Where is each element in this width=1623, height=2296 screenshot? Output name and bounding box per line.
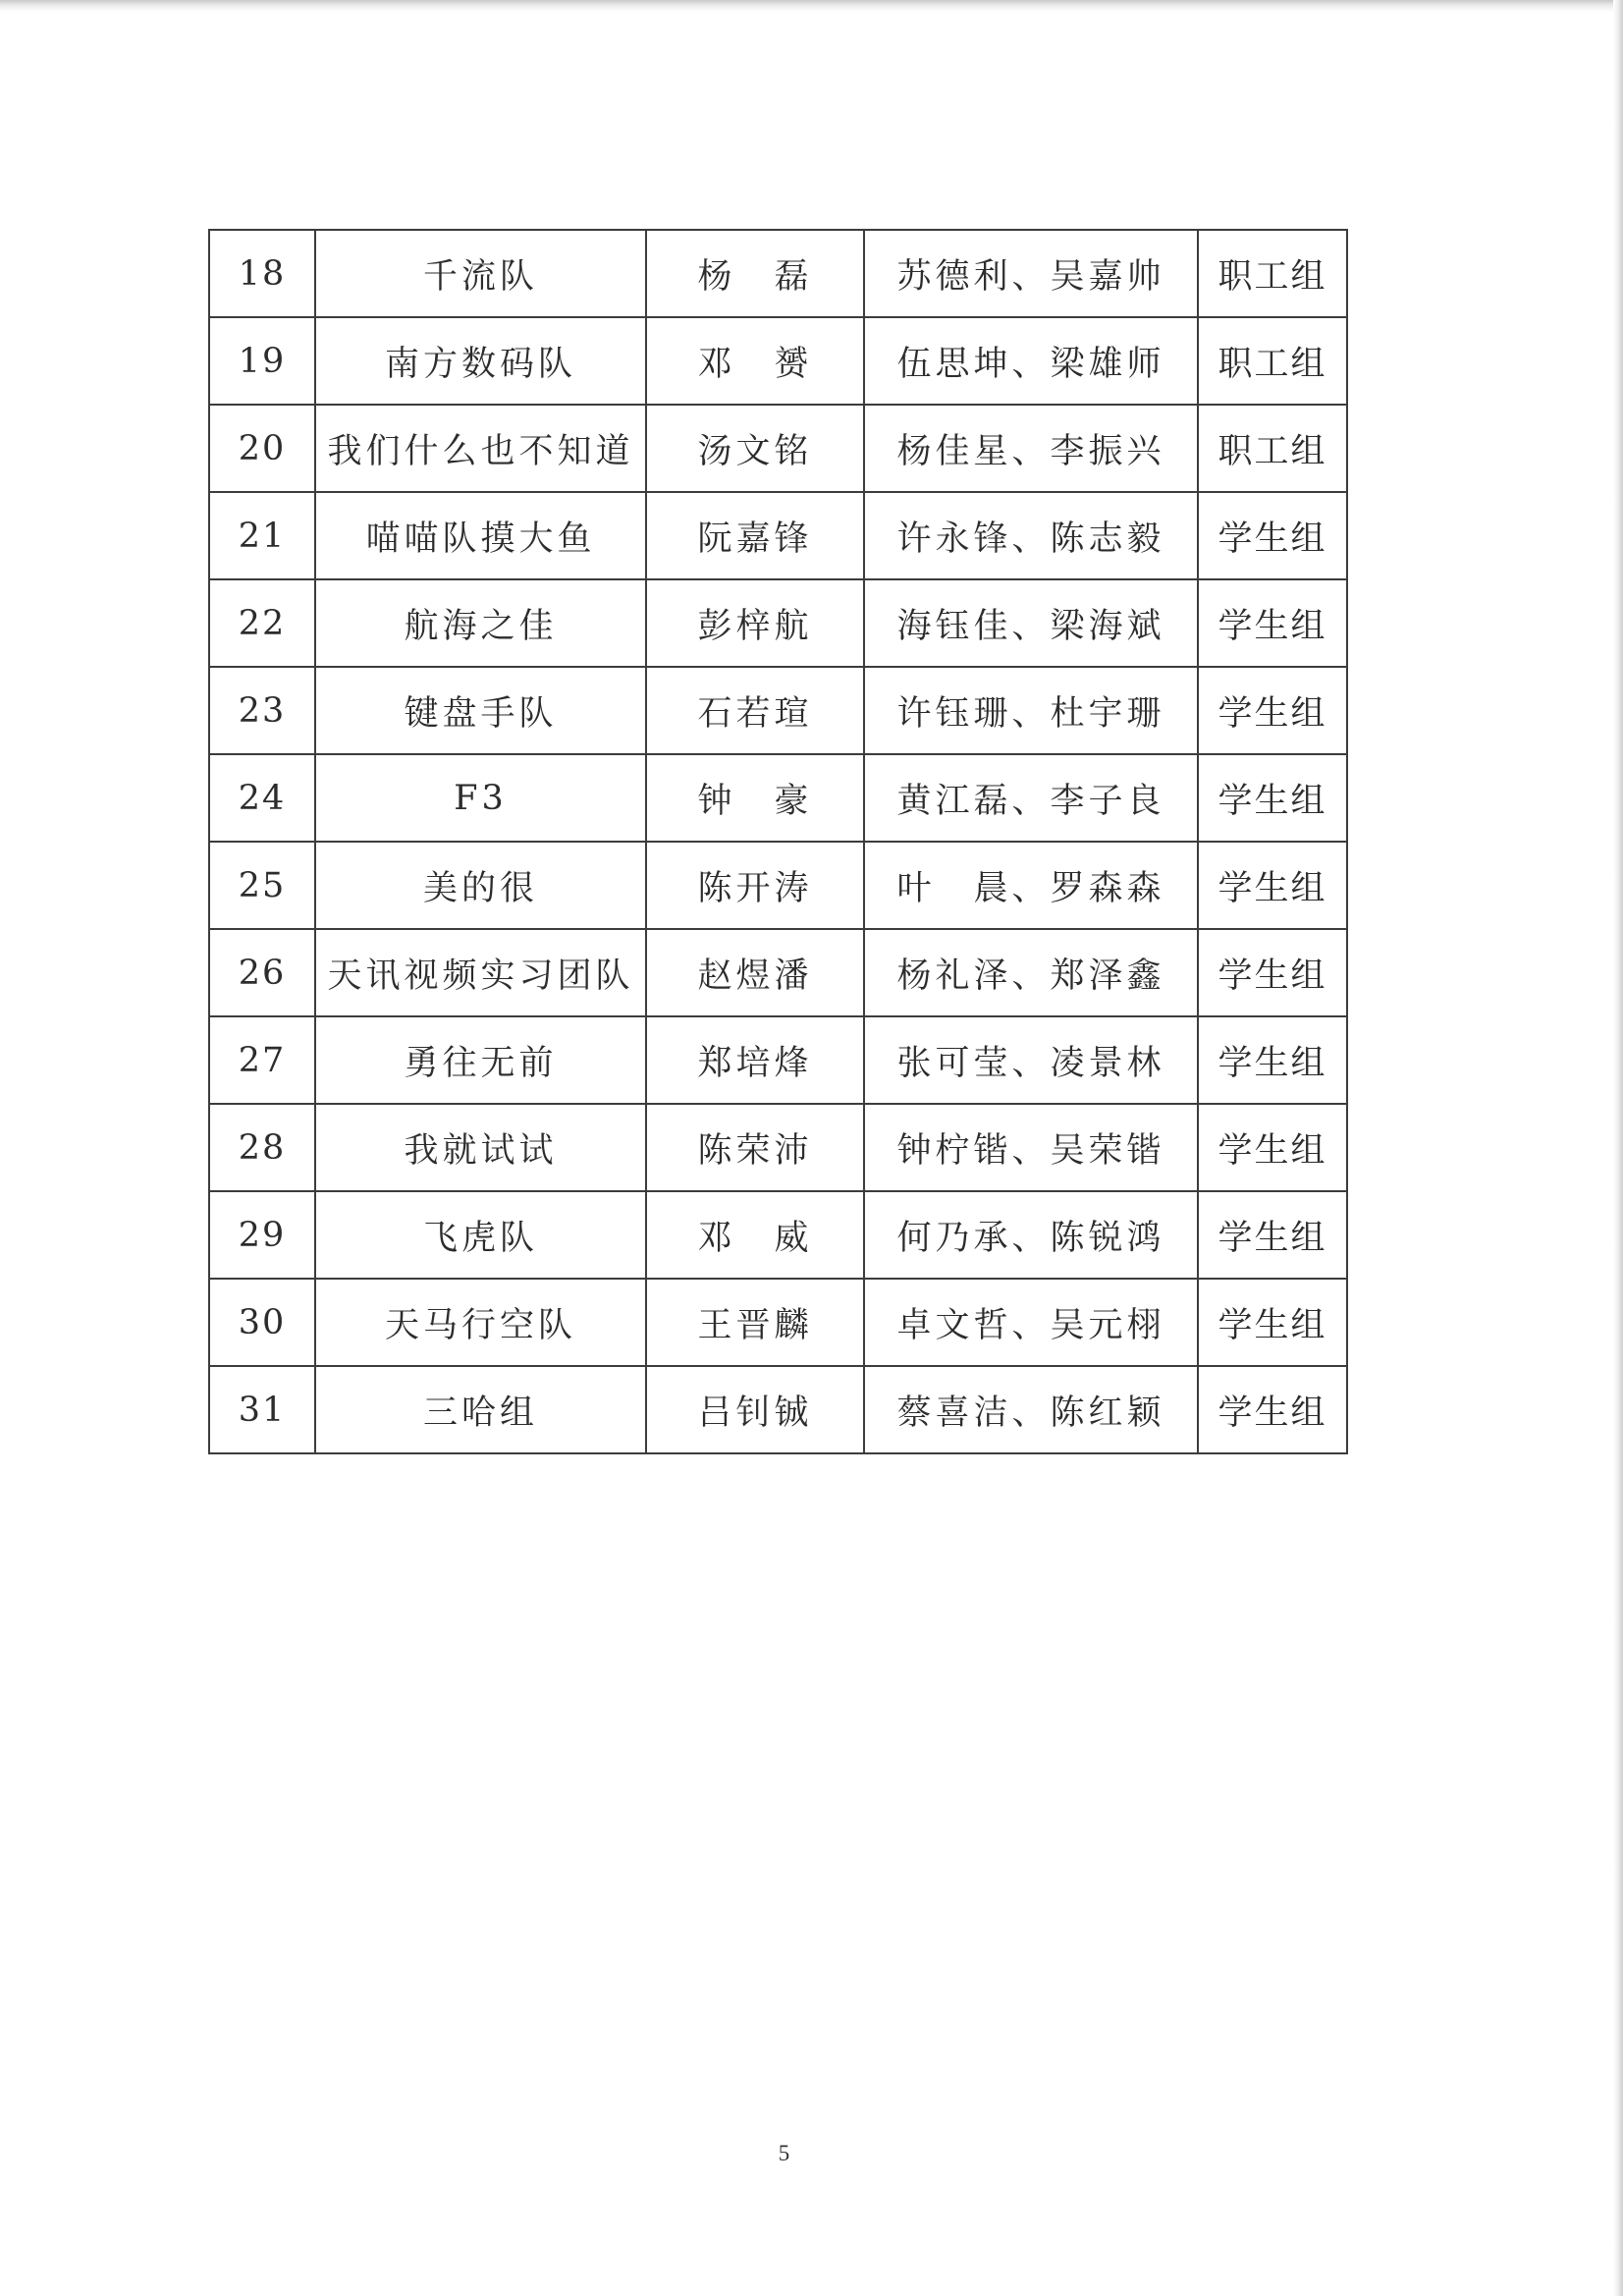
team-members-cell: 卓文哲、吴元栩 (864, 1279, 1198, 1366)
team-members-cell: 许永锋、陈志毅 (864, 492, 1198, 579)
team-leader-cell: 邓 威 (646, 1191, 864, 1279)
team-name-cell: F3 (315, 754, 646, 842)
team-name-cell: 喵喵队摸大鱼 (315, 492, 646, 579)
team-registration-table (208, 229, 1348, 1454)
row-number-cell: 18 (209, 230, 315, 317)
team-name-cell: 天讯视频实习团队 (315, 929, 646, 1016)
team-members-cell: 蔡喜洁、陈红颖 (864, 1366, 1198, 1453)
table-row (209, 842, 1347, 929)
row-number-cell: 28 (209, 1104, 315, 1191)
row-number-cell: 21 (209, 492, 315, 579)
team-members-cell: 苏德利、吴嘉帅 (864, 230, 1198, 317)
team-group-cell: 学生组 (1198, 1279, 1347, 1366)
team-leader-cell: 王晋麟 (646, 1279, 864, 1366)
table-row (209, 1104, 1347, 1191)
row-number-cell: 22 (209, 579, 315, 667)
team-members-cell: 海钰佳、梁海斌 (864, 579, 1198, 667)
team-group-cell: 学生组 (1198, 842, 1347, 929)
team-group-cell: 学生组 (1198, 1104, 1347, 1191)
team-group-cell: 职工组 (1198, 317, 1347, 405)
row-number-cell: 26 (209, 929, 315, 1016)
table-row (209, 1279, 1347, 1366)
table-row (209, 492, 1347, 579)
row-number-cell: 25 (209, 842, 315, 929)
team-name-cell: 天马行空队 (315, 1279, 646, 1366)
team-leader-cell: 邓 赟 (646, 317, 864, 405)
team-members-cell: 许钰珊、杜宇珊 (864, 667, 1198, 754)
team-members-cell: 何乃承、陈锐鸿 (864, 1191, 1198, 1279)
row-number-cell: 24 (209, 754, 315, 842)
team-group-cell: 学生组 (1198, 492, 1347, 579)
table-row (209, 1366, 1347, 1453)
team-group-cell: 学生组 (1198, 1366, 1347, 1453)
table-row (209, 579, 1347, 667)
row-number-cell: 29 (209, 1191, 315, 1279)
team-leader-cell: 吕钊铖 (646, 1366, 864, 1453)
team-name-cell: 千流队 (315, 230, 646, 317)
team-leader-cell: 石若瑄 (646, 667, 864, 754)
team-group-cell: 学生组 (1198, 754, 1347, 842)
row-number-cell: 30 (209, 1279, 315, 1366)
page-number: 5 (778, 2141, 790, 2165)
team-name-cell: 飞虎队 (315, 1191, 646, 1279)
team-group-cell: 学生组 (1198, 1191, 1347, 1279)
team-leader-cell: 杨 磊 (646, 230, 864, 317)
team-name-cell: 航海之佳 (315, 579, 646, 667)
team-members-cell: 杨佳星、李振兴 (864, 405, 1198, 492)
team-leader-cell: 彭梓航 (646, 579, 864, 667)
team-members-cell: 杨礼泽、郑泽鑫 (864, 929, 1198, 1016)
team-leader-cell: 钟 豪 (646, 754, 864, 842)
team-name-cell: 键盘手队 (315, 667, 646, 754)
team-name-cell: 我就试试 (315, 1104, 646, 1191)
table-row (209, 754, 1347, 842)
team-group-cell: 职工组 (1198, 230, 1347, 317)
team-group-cell: 学生组 (1198, 667, 1347, 754)
row-number-cell: 19 (209, 317, 315, 405)
table-row (209, 230, 1347, 317)
team-members-cell: 钟柠锴、吴荣锴 (864, 1104, 1198, 1191)
table-row (209, 317, 1347, 405)
team-name-cell: 三哈组 (315, 1366, 646, 1453)
team-leader-cell: 陈开涛 (646, 842, 864, 929)
team-name-cell: 美的很 (315, 842, 646, 929)
team-group-cell: 学生组 (1198, 929, 1347, 1016)
table-row (209, 405, 1347, 492)
team-leader-cell: 阮嘉锋 (646, 492, 864, 579)
team-group-cell: 学生组 (1198, 579, 1347, 667)
team-members-cell: 叶 晨、罗森森 (864, 842, 1198, 929)
scan-edge-right (1613, 0, 1623, 2296)
row-number-cell: 20 (209, 405, 315, 492)
table-row (209, 1191, 1347, 1279)
table-row (209, 667, 1347, 754)
table-row (209, 929, 1347, 1016)
team-group-cell: 职工组 (1198, 405, 1347, 492)
team-leader-cell: 郑培烽 (646, 1016, 864, 1104)
team-leader-cell: 陈荣沛 (646, 1104, 864, 1191)
table-row (209, 1016, 1347, 1104)
row-number-cell: 23 (209, 667, 315, 754)
row-number-cell: 27 (209, 1016, 315, 1104)
team-leader-cell: 赵煜潘 (646, 929, 864, 1016)
team-name-cell: 我们什么也不知道 (315, 405, 646, 492)
row-number-cell: 31 (209, 1366, 315, 1453)
team-name-cell: 勇往无前 (315, 1016, 646, 1104)
team-table-body (209, 230, 1347, 1453)
team-group-cell: 学生组 (1198, 1016, 1347, 1104)
team-leader-cell: 汤文铭 (646, 405, 864, 492)
scan-edge-top (0, 0, 1623, 12)
team-name-cell: 南方数码队 (315, 317, 646, 405)
team-members-cell: 张可莹、凌景林 (864, 1016, 1198, 1104)
team-members-cell: 伍思坤、梁雄师 (864, 317, 1198, 405)
team-members-cell: 黄江磊、李子良 (864, 754, 1198, 842)
